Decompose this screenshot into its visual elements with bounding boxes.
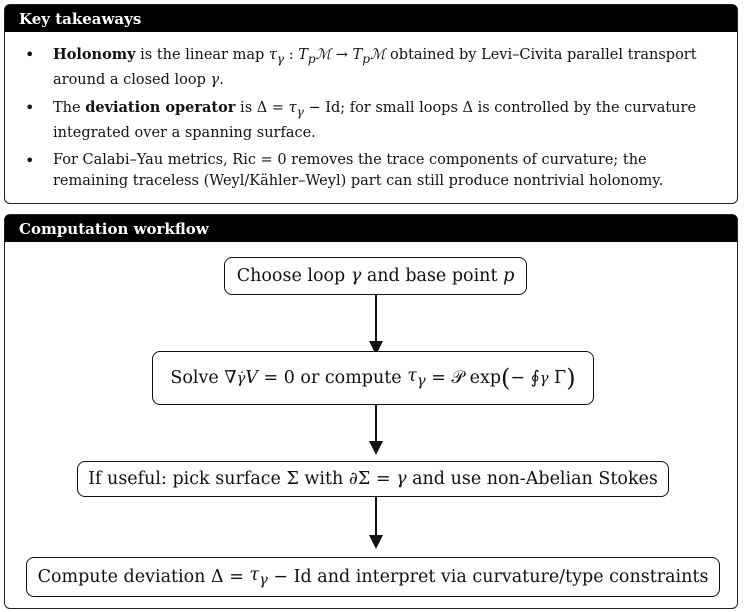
takeaway-item: • Holonomy is the linear map $\tau_\gamma$ : $T_pℳ$ → $T_pℳ$ obtained by Levi–Civita parallel transport around a closed loop γ.: [25, 45, 697, 88]
computation-workflow-box: [4, 214, 738, 609]
takeaway-term: Holonomy: [53, 46, 136, 63]
arrow-line: [375, 497, 377, 539]
bullet-icon: •: [25, 97, 35, 117]
arrow-down-icon: [369, 441, 383, 455]
key-takeaways-title: Key takeaways: [5, 5, 737, 32]
takeaways-list: [5, 32, 737, 192]
bullet-icon: •: [25, 45, 35, 64]
workflow-step-1: Choose loop γ and base point p: [224, 257, 527, 295]
takeaway-term: deviation operator: [85, 98, 236, 116]
workflow-step-4: Compute deviation Δ = $\tau_\gamma$ − Id and interpret via curvature/type constraints: [26, 557, 720, 597]
takeaway-text: For Calabi–Yau metrics, Ric = 0 removes the trace components of curvature; the remaining traceless (Weyl/Kähler–Weyl) part can still produce nontrivial holonomy.: [53, 151, 664, 189]
arrow-line: [375, 405, 377, 445]
bullet-icon: •: [25, 150, 35, 170]
arrow-line: [375, 295, 377, 345]
workflow-step-2: Solve ∇ γ̇ V = 0 or compute $\tau_\gamma$ = 𝒫 exp ( − ∮ γ Γ ): [152, 351, 594, 405]
computation-workflow-title: Computation workflow: [5, 215, 737, 242]
workflow-step-3: If useful: pick surface Σ with ∂Σ = γ and use non-Abelian Stokes: [77, 461, 669, 497]
arrow-down-icon: [369, 535, 383, 549]
key-takeaways-box: [4, 4, 738, 204]
takeaway-item: [19, 150, 723, 192]
takeaway-item: • The deviation operator is $\Delta = \tau_\gamma - Id$; for small loops Δ is controlled by the curvature integrated over a spanning surface.: [25, 97, 697, 141]
